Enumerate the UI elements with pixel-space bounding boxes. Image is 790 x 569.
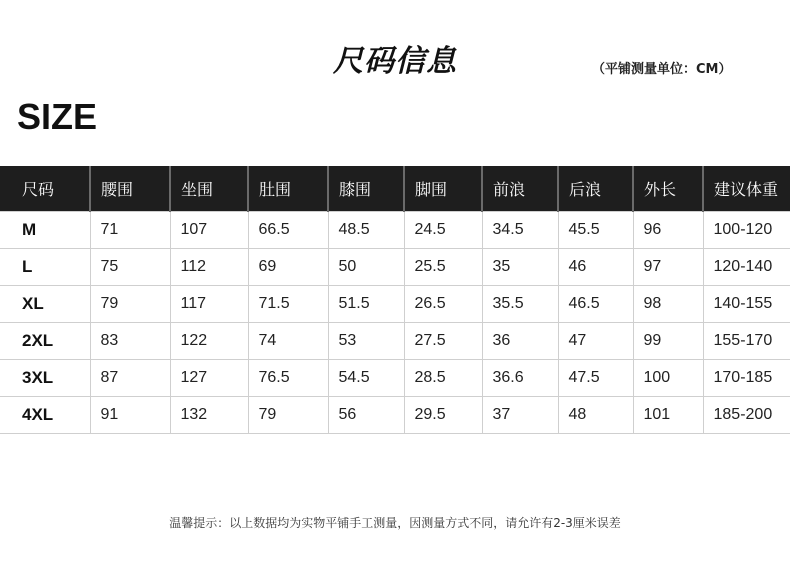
- table-cell: 117: [170, 286, 248, 323]
- unit-note: （平铺测量单位：CM）: [592, 62, 732, 77]
- table-cell: 100-120: [703, 212, 790, 249]
- table-row: [0, 397, 790, 434]
- table-cell: 35.5: [482, 286, 558, 323]
- column-header: 腰围: [90, 166, 170, 212]
- column-header: 脚围: [404, 166, 482, 212]
- table-cell: 47.5: [558, 360, 633, 397]
- table-cell: 76.5: [248, 360, 328, 397]
- table-row: [0, 286, 790, 323]
- table-cell: 36.6: [482, 360, 558, 397]
- table-cell: 83: [90, 323, 170, 360]
- table-cell: 185-200: [703, 397, 790, 434]
- table-cell: 66.5: [248, 212, 328, 249]
- size-cell: 2XL: [0, 323, 90, 360]
- table-cell: 107: [170, 212, 248, 249]
- table-cell: 99: [633, 323, 703, 360]
- table-header-row: [0, 166, 790, 212]
- size-cell: M: [0, 212, 90, 249]
- page-title: 尺码信息: [333, 44, 457, 79]
- table-cell: 71: [90, 212, 170, 249]
- table-cell: 100: [633, 360, 703, 397]
- column-header: 肚围: [248, 166, 328, 212]
- table-cell: 79: [90, 286, 170, 323]
- size-cell: 4XL: [0, 397, 90, 434]
- table-row: [0, 249, 790, 286]
- table-cell: 25.5: [404, 249, 482, 286]
- table-cell: 91: [90, 397, 170, 434]
- table-cell: 46: [558, 249, 633, 286]
- column-header: 前浪: [482, 166, 558, 212]
- table-cell: 140-155: [703, 286, 790, 323]
- table-cell: 56: [328, 397, 404, 434]
- size-heading: SIZE: [17, 96, 98, 137]
- table-row: [0, 323, 790, 360]
- table-cell: 127: [170, 360, 248, 397]
- table-row: [0, 212, 790, 249]
- table-cell: 36: [482, 323, 558, 360]
- table-cell: 170-185: [703, 360, 790, 397]
- table-row: [0, 360, 790, 397]
- table-cell: 51.5: [328, 286, 404, 323]
- table-cell: 75: [90, 249, 170, 286]
- table-cell: 79: [248, 397, 328, 434]
- size-cell: 3XL: [0, 360, 90, 397]
- table-cell: 26.5: [404, 286, 482, 323]
- table-cell: 96: [633, 212, 703, 249]
- table-cell: 37: [482, 397, 558, 434]
- table-cell: 35: [482, 249, 558, 286]
- table-cell: 50: [328, 249, 404, 286]
- table-cell: 98: [633, 286, 703, 323]
- table-cell: 71.5: [248, 286, 328, 323]
- table-cell: 54.5: [328, 360, 404, 397]
- table-cell: 28.5: [404, 360, 482, 397]
- table-cell: 120-140: [703, 249, 790, 286]
- column-header: 后浪: [558, 166, 633, 212]
- table-cell: 45.5: [558, 212, 633, 249]
- table-cell: 46.5: [558, 286, 633, 323]
- column-header: 建议体重: [703, 166, 790, 212]
- column-header: 尺码: [0, 166, 90, 212]
- column-header: 坐围: [170, 166, 248, 212]
- size-cell: L: [0, 249, 90, 286]
- table-cell: 24.5: [404, 212, 482, 249]
- table-cell: 48: [558, 397, 633, 434]
- table-cell: 29.5: [404, 397, 482, 434]
- size-chart-table: [0, 166, 790, 434]
- table-cell: 101: [633, 397, 703, 434]
- table-cell: 69: [248, 249, 328, 286]
- table-cell: 155-170: [703, 323, 790, 360]
- column-header: 膝围: [328, 166, 404, 212]
- table-cell: 132: [170, 397, 248, 434]
- table-cell: 97: [633, 249, 703, 286]
- size-cell: XL: [0, 286, 90, 323]
- table-cell: 53: [328, 323, 404, 360]
- table-cell: 47: [558, 323, 633, 360]
- table-cell: 112: [170, 249, 248, 286]
- table-cell: 122: [170, 323, 248, 360]
- table-cell: 27.5: [404, 323, 482, 360]
- table-cell: 48.5: [328, 212, 404, 249]
- table-cell: 87: [90, 360, 170, 397]
- column-header: 外长: [633, 166, 703, 212]
- table-cell: 74: [248, 323, 328, 360]
- table-cell: 34.5: [482, 212, 558, 249]
- measurement-note: 温馨提示：以上数据均为实物平铺手工测量，因测量方式不同，请允许有2-3厘米误差: [169, 516, 621, 530]
